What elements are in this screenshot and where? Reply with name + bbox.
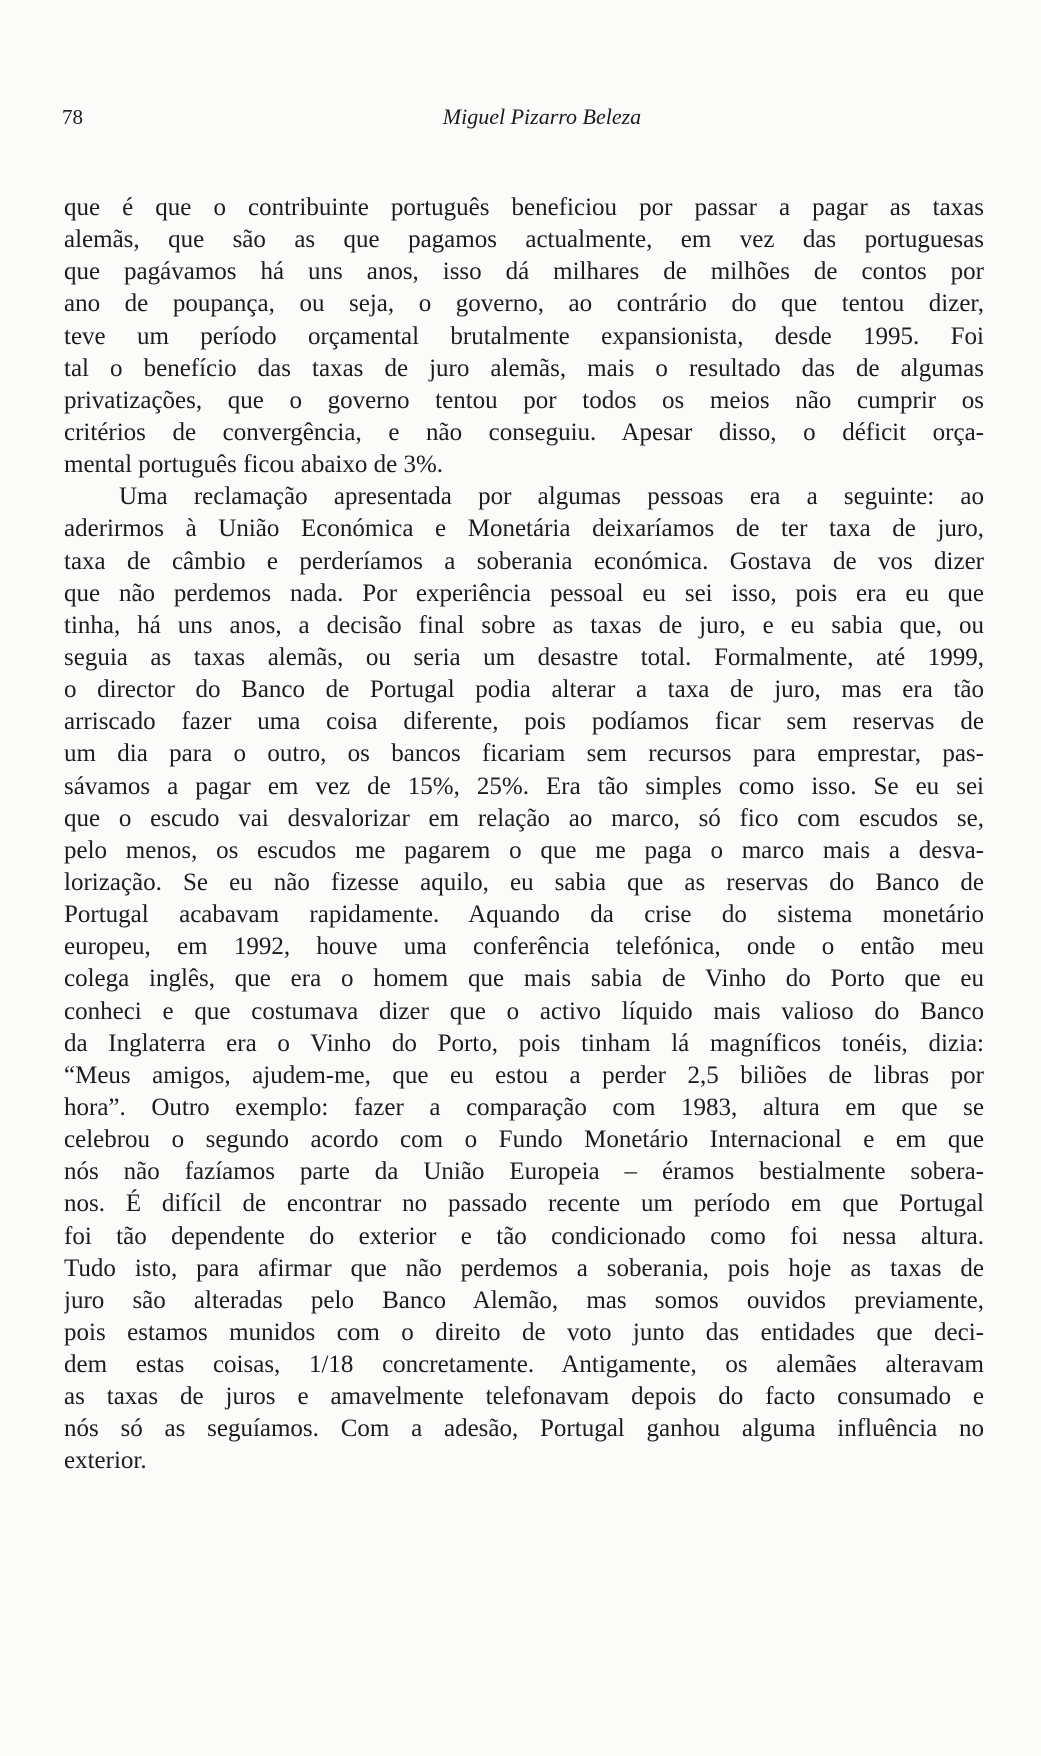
text-line: exterior. xyxy=(64,1447,147,1475)
text-line: taxa de câmbio e perderíamos a soberania económica. Gostava de vos dizer xyxy=(64,547,984,575)
page-number: 78 xyxy=(62,105,83,129)
text-line: lorização. Se eu não fizesse aquilo, eu sabia que as reservas do Banco de xyxy=(64,868,984,896)
text-line: tal o benefício das taxas de juro alemãs, mais o resultado das de algumas xyxy=(64,354,984,382)
text-line: celebrou o segundo acordo com o Fundo Monetário Internacional e em que xyxy=(64,1126,984,1154)
text-line: europeu, em 1992, houve uma conferência telefónica, onde o então meu xyxy=(64,933,984,961)
text-line: mental português ficou abaixo de 3%. xyxy=(64,451,444,479)
text-line: que é que o contribuinte português beneficiou por passar a pagar as taxas xyxy=(64,194,984,221)
text-line: aderirmos à União Económica e Monetária deixaríamos de ter taxa de juro, xyxy=(64,515,984,543)
text-line: conheci e que costumava dizer que o activo líquido mais valioso do Banco xyxy=(64,997,984,1025)
text-line: privatizações, que o governo tentou por todos os meios não cumprir os xyxy=(64,386,984,414)
text-line: nos. É difícil de encontrar no passado recente um período em que Portugal xyxy=(64,1190,984,1218)
text-line: ano de poupança, ou seja, o governo, ao contrário do que tentou dizer, xyxy=(64,290,984,318)
body-text xyxy=(64,192,984,1478)
text-line: seguia as taxas alemãs, ou seria um desastre total. Formalmente, até 1999, xyxy=(64,643,984,671)
text-line: tinha, há uns anos, a decisão final sobre as taxas de juro, e eu sabia que, ou xyxy=(64,611,984,639)
text-line: nós só as seguíamos. Com a adesão, Portugal ganhou alguma influência no xyxy=(64,1415,984,1443)
text-line: o director do Banco de Portugal podia alterar a taxa de juro, mas era tão xyxy=(64,676,984,704)
paragraph xyxy=(64,481,984,1477)
paragraph xyxy=(64,192,984,481)
text-line: alemãs, que são as que pagamos actualmente, em vez das portuguesas xyxy=(64,226,984,254)
text-line: da Inglaterra era o Vinho do Porto, pois tinham lá magníficos tonéis, dizia: xyxy=(64,1029,984,1057)
text-line: pois estamos munidos com o direito de voto junto das entidades que deci- xyxy=(64,1318,984,1346)
text-line: as taxas de juros e amavelmente telefonavam depois do facto consumado e xyxy=(64,1383,984,1411)
text-line: que não perdemos nada. Por experiência pessoal eu sei isso, pois era eu que xyxy=(64,579,984,607)
text-line: foi tão dependente do exterior e tão condicionado como foi nessa altura. xyxy=(64,1222,984,1250)
text-line: Tudo isto, para afirmar que não perdemos a soberania, pois hoje as taxas de xyxy=(64,1254,984,1282)
text-line: sávamos a pagar em vez de 15%, 25%. Era tão simples como isso. Se eu sei xyxy=(64,772,984,800)
text-line: critérios de convergência, e não conseguiu. Apesar disso, o déficit orça- xyxy=(64,418,984,446)
text-line: colega inglês, que era o homem que mais sabia de Vinho do Porto que eu xyxy=(64,965,984,993)
text-line: juro são alteradas pelo Banco Alemão, mas somos ouvidos previamente, xyxy=(64,1286,984,1314)
text-line: nós não fazíamos parte da União Europeia – éramos bestialmente sobera- xyxy=(64,1158,984,1186)
text-line: dem estas coisas, 1/18 concretamente. Antigamente, os alemães alteravam xyxy=(64,1351,984,1379)
text-line: hora”. Outro exemplo: fazer a comparação com 1983, altura em que se xyxy=(64,1093,984,1121)
text-line: que o escudo vai desvalorizar em relação ao marco, só fico com escudos se, xyxy=(64,804,984,832)
text-line: que pagávamos há uns anos, isso dá milhares de milhões de contos por xyxy=(64,258,984,286)
text-line: Portugal acabavam rapidamente. Aquando da crise do sistema monetário xyxy=(64,901,984,929)
text-line: um dia para o outro, os bancos ficariam sem recursos para emprestar, pas- xyxy=(64,740,984,768)
text-line: Uma reclamação apresentada por algumas pessoas era a seguinte: ao xyxy=(119,483,984,511)
running-head: Miguel Pizarro Beleza xyxy=(442,104,642,129)
text-line: “Meus amigos, ajudem-me, que eu estou a perder 2,5 biliões de libras por xyxy=(64,1061,984,1089)
text-line: arriscado fazer uma coisa diferente, pois podíamos ficar sem reservas de xyxy=(64,708,984,736)
page-header xyxy=(62,100,982,134)
text-line: teve um período orçamental brutalmente expansionista, desde 1995. Foi xyxy=(64,322,984,350)
text-line: pelo menos, os escudos me pagarem o que me paga o marco mais a desva- xyxy=(64,836,984,864)
